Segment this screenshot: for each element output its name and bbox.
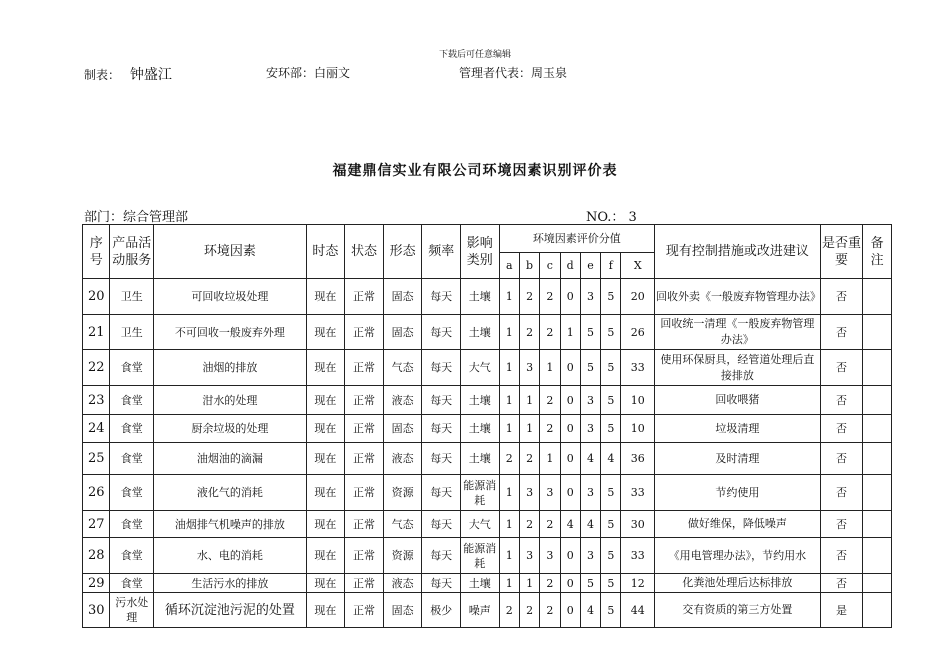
row-score-e: 5 — [580, 315, 600, 350]
row-score-a: 1 — [499, 315, 519, 350]
row-score-d: 1 — [560, 315, 580, 350]
row-service: 污水处理 — [110, 593, 154, 628]
row-score-a: 1 — [499, 415, 519, 443]
row-score-e: 4 — [580, 511, 600, 538]
header-score-e: e — [580, 253, 600, 279]
row-important: 否 — [820, 350, 863, 386]
header-score-group: 环境因素评价分值 — [499, 225, 654, 253]
row-factor: 水、电的消耗 — [154, 538, 306, 574]
row-impact: 土壤 — [461, 315, 500, 350]
header-seq: 序号 — [83, 225, 110, 279]
row-score-a: 2 — [499, 443, 519, 475]
row-remark — [863, 475, 892, 511]
row-frequency: 每天 — [422, 315, 461, 350]
row-score-f: 5 — [601, 386, 621, 415]
row-frequency: 每天 — [422, 475, 461, 511]
header-impact: 影响类别 — [461, 225, 500, 279]
row-form: 气态 — [383, 511, 422, 538]
row-control: 垃圾清理 — [655, 415, 821, 443]
row-impact: 土壤 — [461, 279, 500, 315]
row-score-f: 5 — [601, 475, 621, 511]
row-score-b: 1 — [519, 574, 539, 593]
table-row — [83, 279, 892, 315]
document-number: NO.： 3 — [586, 210, 637, 225]
row-score-d: 0 — [560, 415, 580, 443]
row-state: 正常 — [345, 386, 384, 415]
row-frequency: 每天 — [422, 415, 461, 443]
table-row — [83, 475, 892, 511]
row-score-e: 3 — [580, 386, 600, 415]
maker-name: 钟盛江 — [129, 67, 172, 83]
row-impact: 大气 — [461, 511, 500, 538]
row-important: 否 — [820, 511, 863, 538]
row-factor: 厨余垃圾的处理 — [154, 415, 306, 443]
row-form: 液态 — [383, 386, 422, 415]
row-control: 使用环保厨具，经管道处理后直接排放 — [655, 350, 821, 386]
row-service: 食堂 — [110, 538, 154, 574]
row-control: 交有资质的第三方处置 — [655, 593, 821, 628]
row-score-f: 5 — [601, 315, 621, 350]
row-factor: 生活污水的排放 — [154, 574, 306, 593]
row-score-e: 4 — [580, 443, 600, 475]
row-tense: 现在 — [306, 386, 345, 415]
row-impact: 土壤 — [461, 386, 500, 415]
row-score-f: 5 — [601, 279, 621, 315]
row-number: 22 — [83, 350, 110, 386]
row-frequency: 每天 — [422, 443, 461, 475]
row-frequency: 极少 — [422, 593, 461, 628]
row-score-e: 3 — [580, 475, 600, 511]
document-title: 福建鼎信实业有限公司环境因素识别评价表 — [332, 163, 618, 179]
row-score-c: 2 — [540, 315, 560, 350]
row-score-e: 3 — [580, 415, 600, 443]
row-frequency: 每天 — [422, 574, 461, 593]
row-remark — [863, 315, 892, 350]
row-tense: 现在 — [306, 279, 345, 315]
table-row — [83, 511, 892, 538]
row-impact: 噪声 — [461, 593, 500, 628]
row-number: 26 — [83, 475, 110, 511]
row-service: 卫生 — [110, 315, 154, 350]
table-row — [83, 593, 892, 628]
row-form: 气态 — [383, 350, 422, 386]
row-score-b: 1 — [519, 415, 539, 443]
row-score-x: 33 — [621, 538, 655, 574]
row-score-c: 2 — [540, 279, 560, 315]
row-remark — [863, 574, 892, 593]
row-state: 正常 — [345, 279, 384, 315]
row-important: 否 — [820, 386, 863, 415]
row-score-d: 4 — [560, 511, 580, 538]
row-tense: 现在 — [306, 593, 345, 628]
row-state: 正常 — [345, 415, 384, 443]
header-control: 现有控制措施或改进建议 — [655, 225, 821, 279]
row-remark — [863, 538, 892, 574]
row-factor: 可回收垃圾处理 — [154, 279, 306, 315]
row-score-a: 1 — [499, 511, 519, 538]
row-state: 正常 — [345, 350, 384, 386]
row-score-b: 2 — [519, 443, 539, 475]
row-remark — [863, 350, 892, 386]
row-score-x: 44 — [621, 593, 655, 628]
row-tense: 现在 — [306, 574, 345, 593]
row-service: 食堂 — [110, 386, 154, 415]
row-score-b: 3 — [519, 350, 539, 386]
row-remark — [863, 279, 892, 315]
row-impact: 土壤 — [461, 443, 500, 475]
table-row — [83, 574, 892, 593]
row-number: 20 — [83, 279, 110, 315]
row-score-f: 4 — [601, 443, 621, 475]
row-score-e: 4 — [580, 593, 600, 628]
row-control: 回收统一清理《一般废弃物管理办法》 — [655, 315, 821, 350]
row-score-x: 33 — [621, 475, 655, 511]
row-form: 资源 — [383, 475, 422, 511]
row-form: 固态 — [383, 593, 422, 628]
row-number: 25 — [83, 443, 110, 475]
row-score-f: 5 — [601, 538, 621, 574]
row-state: 正常 — [345, 593, 384, 628]
row-important: 否 — [820, 443, 863, 475]
header-service: 产品活动服务 — [110, 225, 154, 279]
row-tense: 现在 — [306, 443, 345, 475]
row-score-x: 36 — [621, 443, 655, 475]
assessment-table — [82, 224, 892, 628]
row-score-a: 1 — [499, 538, 519, 574]
table-row — [83, 443, 892, 475]
row-control: 做好维保，降低噪声 — [655, 511, 821, 538]
row-factor: 泔水的处理 — [154, 386, 306, 415]
row-impact: 土壤 — [461, 415, 500, 443]
row-score-e: 5 — [580, 574, 600, 593]
row-score-d: 0 — [560, 279, 580, 315]
row-control: 节约使用 — [655, 475, 821, 511]
row-form: 固态 — [383, 415, 422, 443]
row-tense: 现在 — [306, 350, 345, 386]
row-score-f: 5 — [601, 574, 621, 593]
table-row — [83, 538, 892, 574]
row-form: 固态 — [383, 315, 422, 350]
row-form: 资源 — [383, 538, 422, 574]
row-score-c: 3 — [540, 538, 560, 574]
row-score-a: 1 — [499, 386, 519, 415]
row-state: 正常 — [345, 315, 384, 350]
row-score-d: 0 — [560, 538, 580, 574]
row-tense: 现在 — [306, 415, 345, 443]
department-label: 部门：综合管理部 — [84, 210, 189, 225]
row-remark — [863, 443, 892, 475]
row-score-d: 0 — [560, 350, 580, 386]
row-important: 否 — [820, 415, 863, 443]
row-important: 否 — [820, 475, 863, 511]
row-score-c: 2 — [540, 415, 560, 443]
header-score-d: d — [560, 253, 580, 279]
row-score-b: 1 — [519, 386, 539, 415]
row-factor: 油烟油的滴漏 — [154, 443, 306, 475]
row-important: 否 — [820, 574, 863, 593]
header-tense: 时态 — [306, 225, 345, 279]
row-frequency: 每天 — [422, 350, 461, 386]
row-form: 液态 — [383, 443, 422, 475]
row-state: 正常 — [345, 443, 384, 475]
row-score-b: 2 — [519, 279, 539, 315]
env-dept-signature: 安环部：白丽文 — [266, 66, 351, 80]
row-score-e: 3 — [580, 279, 600, 315]
row-score-x: 20 — [621, 279, 655, 315]
row-tense: 现在 — [306, 315, 345, 350]
row-remark — [863, 511, 892, 538]
row-number: 30 — [83, 593, 110, 628]
row-score-c: 2 — [540, 511, 560, 538]
row-score-d: 0 — [560, 593, 580, 628]
row-score-e: 3 — [580, 538, 600, 574]
row-score-f: 5 — [601, 415, 621, 443]
row-frequency: 每天 — [422, 279, 461, 315]
header-score-a: a — [499, 253, 519, 279]
row-frequency: 每天 — [422, 511, 461, 538]
row-score-c: 1 — [540, 443, 560, 475]
header-score-b: b — [519, 253, 539, 279]
row-score-c: 2 — [540, 386, 560, 415]
row-score-b: 3 — [519, 538, 539, 574]
header-score-f: f — [601, 253, 621, 279]
header-score-x: X — [621, 253, 655, 279]
table-row — [83, 350, 892, 386]
maker-label: 制表： — [84, 68, 121, 82]
row-score-a: 2 — [499, 593, 519, 628]
row-state: 正常 — [345, 538, 384, 574]
row-tense: 现在 — [306, 538, 345, 574]
row-score-d: 0 — [560, 443, 580, 475]
row-score-b: 2 — [519, 593, 539, 628]
header-form: 形态 — [383, 225, 422, 279]
row-impact: 土壤 — [461, 574, 500, 593]
row-score-f: 5 — [601, 593, 621, 628]
row-score-b: 2 — [519, 511, 539, 538]
row-number: 28 — [83, 538, 110, 574]
row-remark — [863, 415, 892, 443]
row-state: 正常 — [345, 475, 384, 511]
row-score-x: 10 — [621, 415, 655, 443]
row-important: 否 — [820, 279, 863, 315]
header-state: 状态 — [345, 225, 384, 279]
row-factor: 不可回收一般废弃外理 — [154, 315, 306, 350]
row-score-a: 1 — [499, 350, 519, 386]
row-factor: 液化气的消耗 — [154, 475, 306, 511]
row-score-c: 2 — [540, 593, 560, 628]
row-score-a: 1 — [499, 574, 519, 593]
row-remark — [863, 593, 892, 628]
row-control: 回收喂猪 — [655, 386, 821, 415]
row-score-c: 2 — [540, 574, 560, 593]
row-number: 23 — [83, 386, 110, 415]
row-factor: 循环沉淀池污泥的处置 — [154, 593, 306, 628]
row-service: 卫生 — [110, 279, 154, 315]
row-score-a: 1 — [499, 279, 519, 315]
row-score-b: 2 — [519, 315, 539, 350]
table-row — [83, 315, 892, 350]
row-score-d: 0 — [560, 475, 580, 511]
top-note: 下载后可任意编辑 — [438, 50, 511, 60]
row-control: 回收外卖《一般废弃物管理办法》 — [655, 279, 821, 315]
row-frequency: 每天 — [422, 386, 461, 415]
row-control: 及时清理 — [655, 443, 821, 475]
row-impact: 大气 — [461, 350, 500, 386]
row-service: 食堂 — [110, 511, 154, 538]
row-score-d: 0 — [560, 574, 580, 593]
row-important: 否 — [820, 538, 863, 574]
row-service: 食堂 — [110, 350, 154, 386]
maker-signature — [84, 64, 172, 84]
row-important: 是 — [820, 593, 863, 628]
row-service: 食堂 — [110, 574, 154, 593]
row-frequency: 每天 — [422, 538, 461, 574]
row-factor: 油烟排气机噪声的排放 — [154, 511, 306, 538]
row-score-f: 5 — [601, 511, 621, 538]
header-factor: 环境因素 — [154, 225, 306, 279]
row-control: 《用电管理办法》，节约用水 — [655, 538, 821, 574]
row-remark — [863, 386, 892, 415]
header-score-c: c — [540, 253, 560, 279]
row-number: 21 — [83, 315, 110, 350]
row-state: 正常 — [345, 511, 384, 538]
row-score-e: 5 — [580, 350, 600, 386]
row-score-x: 26 — [621, 315, 655, 350]
row-impact: 能源消耗 — [461, 475, 500, 511]
row-important: 否 — [820, 315, 863, 350]
row-impact: 能源消耗 — [461, 538, 500, 574]
row-form: 液态 — [383, 574, 422, 593]
row-score-x: 10 — [621, 386, 655, 415]
header-remark: 备注 — [863, 225, 892, 279]
row-tense: 现在 — [306, 475, 345, 511]
row-score-c: 1 — [540, 350, 560, 386]
row-score-d: 0 — [560, 386, 580, 415]
row-score-b: 3 — [519, 475, 539, 511]
row-tense: 现在 — [306, 511, 345, 538]
row-score-x: 33 — [621, 350, 655, 386]
row-score-c: 3 — [540, 475, 560, 511]
row-service: 食堂 — [110, 443, 154, 475]
row-form: 固态 — [383, 279, 422, 315]
row-score-f: 5 — [601, 350, 621, 386]
row-number: 27 — [83, 511, 110, 538]
row-control: 化粪池处理后达标排放 — [655, 574, 821, 593]
table-row — [83, 386, 892, 415]
row-state: 正常 — [345, 574, 384, 593]
mgmt-rep-signature: 管理者代表：周玉泉 — [459, 66, 568, 80]
row-service: 食堂 — [110, 415, 154, 443]
header-important: 是否重要 — [820, 225, 863, 279]
table-row — [83, 415, 892, 443]
row-factor: 油烟的排放 — [154, 350, 306, 386]
row-number: 24 — [83, 415, 110, 443]
row-score-x: 12 — [621, 574, 655, 593]
row-score-x: 30 — [621, 511, 655, 538]
header-frequency: 频率 — [422, 225, 461, 279]
row-number: 29 — [83, 574, 110, 593]
row-score-a: 1 — [499, 475, 519, 511]
row-service: 食堂 — [110, 475, 154, 511]
